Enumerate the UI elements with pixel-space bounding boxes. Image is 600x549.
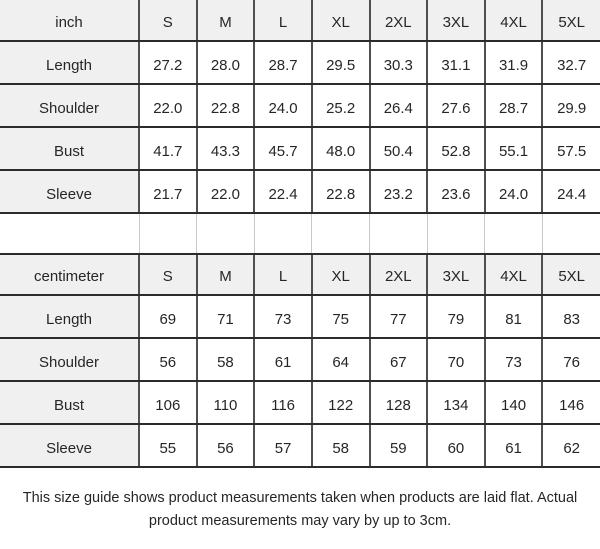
measurement-value: 128: [370, 381, 428, 424]
measurement-label: Length: [0, 295, 139, 338]
unit-header-row: [0, 0, 600, 41]
measurement-value: 24.0: [485, 170, 543, 213]
measurement-value: 146: [542, 381, 600, 424]
measurement-value: 48.0: [312, 127, 370, 170]
measurement-label: Bust: [0, 127, 139, 170]
measurement-row: [0, 424, 600, 467]
measurement-value: 73: [485, 338, 543, 381]
size-column-header: 5XL: [542, 0, 600, 41]
measurement-value: 106: [139, 381, 197, 424]
measurement-value: 22.0: [139, 84, 197, 127]
measurement-value: 31.9: [485, 41, 543, 84]
measurement-value: 71: [197, 295, 255, 338]
measurement-value: 28.7: [254, 41, 312, 84]
size-column-header: 5XL: [542, 254, 600, 295]
size-column-header: S: [139, 0, 197, 41]
measurement-value: 50.4: [370, 127, 428, 170]
gap-cell: [370, 213, 428, 254]
measurement-row: [0, 338, 600, 381]
unit-label: centimeter: [0, 254, 139, 295]
measurement-value: 56: [139, 338, 197, 381]
measurement-value: 56: [197, 424, 255, 467]
measurement-value: 79: [427, 295, 485, 338]
measurement-value: 22.8: [312, 170, 370, 213]
measurement-label: Bust: [0, 381, 139, 424]
measurement-row: [0, 295, 600, 338]
size-guide-disclaimer: [0, 487, 600, 533]
size-column-header: 2XL: [370, 0, 428, 41]
measurement-value: 134: [427, 381, 485, 424]
measurement-value: 24.4: [542, 170, 600, 213]
measurement-value: 61: [485, 424, 543, 467]
measurement-label: Sleeve: [0, 170, 139, 213]
measurement-label: Shoulder: [0, 84, 139, 127]
disclaimer-line-2: product measurements may vary by up to 3cm.: [148, 513, 452, 529]
measurement-value: 21.7: [139, 170, 197, 213]
measurement-row: [0, 84, 600, 127]
gap-cell: [0, 213, 139, 254]
measurement-row: [0, 127, 600, 170]
size-column-header: XL: [312, 254, 370, 295]
measurement-value: 26.4: [370, 84, 428, 127]
measurement-value: 77: [370, 295, 428, 338]
measurement-value: 70: [427, 338, 485, 381]
measurement-value: 32.7: [542, 41, 600, 84]
gap-cell: [485, 213, 543, 254]
measurement-value: 52.8: [427, 127, 485, 170]
measurement-value: 140: [485, 381, 543, 424]
measurement-value: 75: [312, 295, 370, 338]
measurement-label: Shoulder: [0, 338, 139, 381]
measurement-value: 27.6: [427, 84, 485, 127]
measurement-value: 59: [370, 424, 428, 467]
gap-cell: [197, 213, 255, 254]
size-column-header: L: [254, 0, 312, 41]
measurement-value: 27.2: [139, 41, 197, 84]
measurement-value: 62: [542, 424, 600, 467]
size-column-header: 3XL: [427, 254, 485, 295]
gap-cell: [139, 213, 197, 254]
measurement-row: [0, 170, 600, 213]
measurement-value: 23.6: [427, 170, 485, 213]
size-column-header: 2XL: [370, 254, 428, 295]
size-column-header: XL: [312, 0, 370, 41]
measurement-value: 22.8: [197, 84, 255, 127]
measurement-value: 30.3: [370, 41, 428, 84]
measurement-value: 58: [312, 424, 370, 467]
measurement-value: 55: [139, 424, 197, 467]
measurement-value: 29.5: [312, 41, 370, 84]
size-column-header: M: [197, 254, 255, 295]
measurement-value: 116: [254, 381, 312, 424]
measurement-value: 41.7: [139, 127, 197, 170]
measurement-value: 22.0: [197, 170, 255, 213]
measurement-label: Sleeve: [0, 424, 139, 467]
measurement-value: 64: [312, 338, 370, 381]
size-column-header: S: [139, 254, 197, 295]
measurement-value: 55.1: [485, 127, 543, 170]
measurement-value: 67: [370, 338, 428, 381]
measurement-value: 81: [485, 295, 543, 338]
measurement-value: 28.7: [485, 84, 543, 127]
measurement-value: 25.2: [312, 84, 370, 127]
measurement-value: 73: [254, 295, 312, 338]
measurement-value: 24.0: [254, 84, 312, 127]
disclaimer-line-1: This size guide shows product measurements taken when products are laid flat. Actual: [22, 490, 578, 506]
measurement-value: 22.4: [254, 170, 312, 213]
size-column-header: 4XL: [485, 254, 543, 295]
measurement-row: [0, 41, 600, 84]
size-column-header: 3XL: [427, 0, 485, 41]
measurement-value: 61: [254, 338, 312, 381]
measurement-value: 83: [542, 295, 600, 338]
size-column-header: 4XL: [485, 0, 543, 41]
size-column-header: M: [197, 0, 255, 41]
table-gap: [0, 213, 600, 254]
unit-header-row: [0, 254, 600, 295]
measurement-value: 58: [197, 338, 255, 381]
measurement-value: 43.3: [197, 127, 255, 170]
measurement-value: 60: [427, 424, 485, 467]
unit-label: inch: [0, 0, 139, 41]
size-column-header: L: [254, 254, 312, 295]
measurement-value: 31.1: [427, 41, 485, 84]
measurement-value: 57: [254, 424, 312, 467]
measurement-row: [0, 381, 600, 424]
measurement-value: 69: [139, 295, 197, 338]
measurement-value: 28.0: [197, 41, 255, 84]
measurement-value: 23.2: [370, 170, 428, 213]
measurement-value: 76: [542, 338, 600, 381]
gap-cell: [427, 213, 485, 254]
measurement-value: 110: [197, 381, 255, 424]
gap-cell: [254, 213, 312, 254]
measurement-value: 45.7: [254, 127, 312, 170]
measurement-value: 29.9: [542, 84, 600, 127]
measurement-value: 57.5: [542, 127, 600, 170]
gap-cell: [542, 213, 600, 254]
measurement-label: Length: [0, 41, 139, 84]
measurement-value: 122: [312, 381, 370, 424]
gap-cell: [312, 213, 370, 254]
